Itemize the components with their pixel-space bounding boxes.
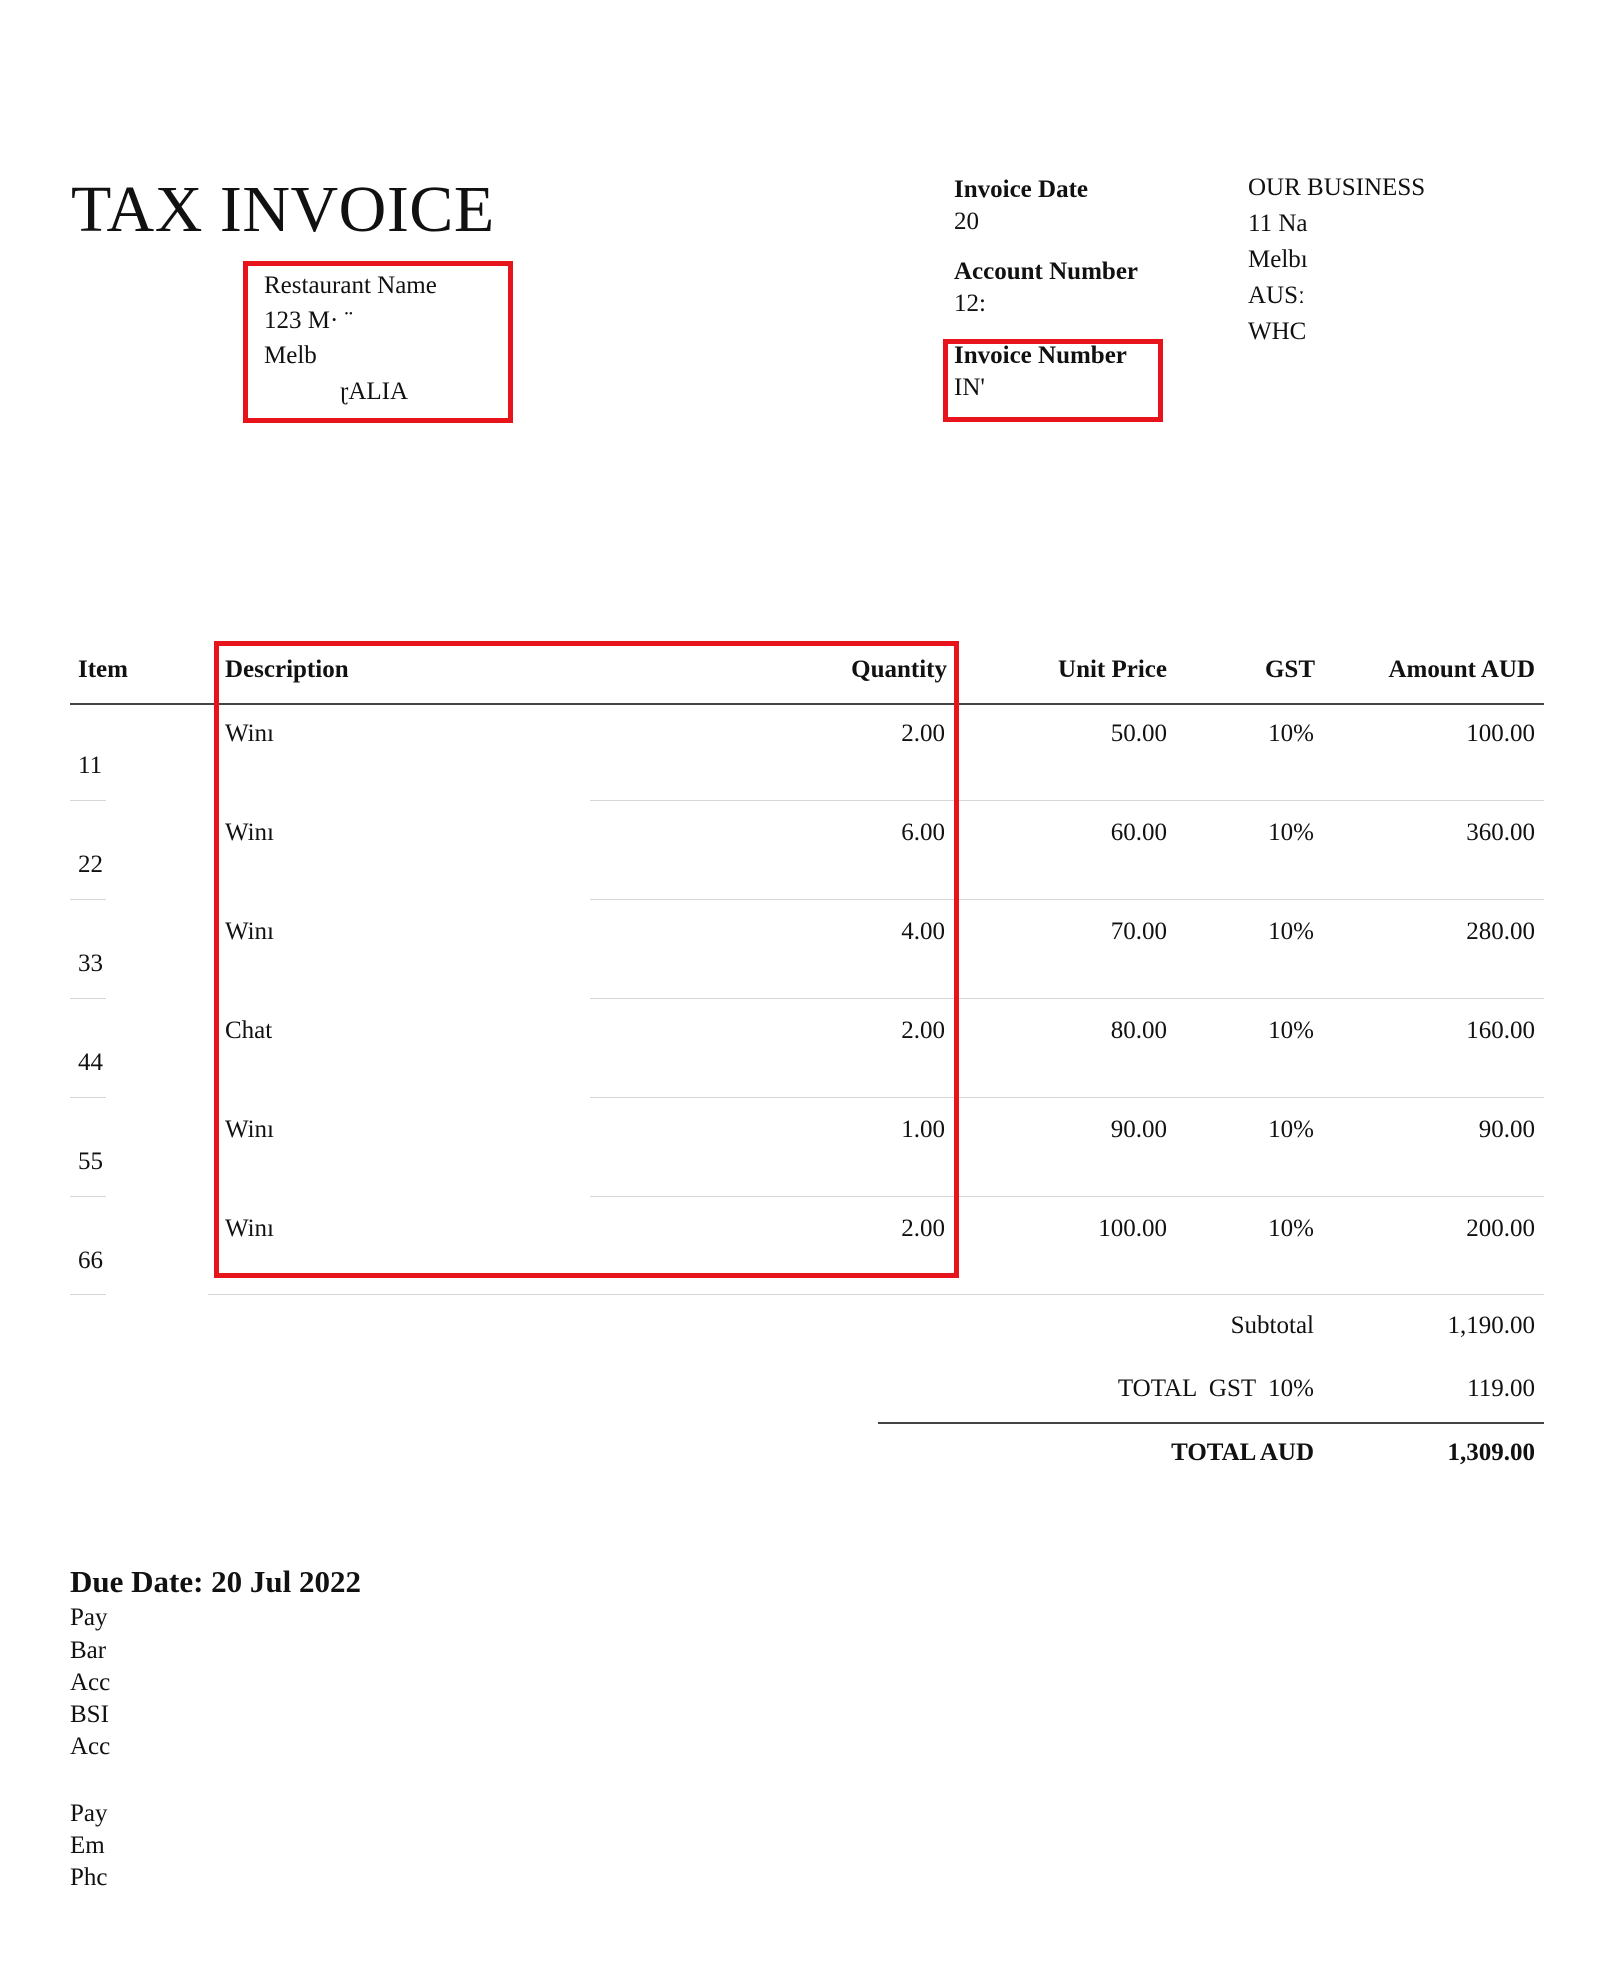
- row-separator-item-col: [70, 1196, 106, 1197]
- row-5-amount: 90.00: [1478, 1116, 1535, 1143]
- business-city: Melbı: [1248, 246, 1308, 273]
- row-1-gst: 10%: [1268, 720, 1314, 747]
- row-6-quantity: 2.00: [901, 1215, 945, 1242]
- payment-line-2: Bar: [70, 1637, 107, 1664]
- row-2-amount: 360.00: [1466, 819, 1535, 846]
- subtotal-value: 1,190.00: [1447, 1312, 1535, 1339]
- row-2-unit-price: 60.00: [1110, 819, 1167, 846]
- row-5-gst: 10%: [1268, 1116, 1314, 1143]
- bill-to-street: 123 M· ¨: [264, 307, 353, 334]
- business-name: OUR BUSINESS: [1248, 174, 1426, 201]
- payment-line-3: Acc: [70, 1669, 111, 1696]
- totals-divider: [878, 1422, 1544, 1424]
- invoice-number-label: Invoice Number: [954, 342, 1127, 369]
- invoice-title: TAX INVOICE: [71, 173, 495, 246]
- row-separator-item-col: [70, 899, 106, 900]
- invoice-number-value: IN': [954, 374, 985, 401]
- payment-line-6: Pay: [70, 1800, 108, 1827]
- row-2-gst: 10%: [1268, 819, 1314, 846]
- due-date: Due Date: 20 Jul 2022: [70, 1564, 362, 1599]
- row-separator-item-col: [70, 1294, 106, 1295]
- row-4-item: 44: [78, 1049, 103, 1076]
- row-3-item: 33: [78, 950, 103, 977]
- payment-line-1: Pay: [70, 1604, 108, 1631]
- description-quantity-highlight-box: [214, 641, 959, 1278]
- row-4-description: Chat: [225, 1017, 273, 1044]
- row-3-gst: 10%: [1268, 918, 1314, 945]
- row-3-quantity: 4.00: [901, 918, 945, 945]
- row-3-amount: 280.00: [1466, 918, 1535, 945]
- column-header-description: Description: [225, 656, 349, 683]
- row-5-quantity: 1.00: [901, 1116, 945, 1143]
- row-6-description: Winı: [225, 1215, 274, 1242]
- bill-to-city: Melb: [264, 342, 317, 369]
- row-2-quantity: 6.00: [901, 819, 945, 846]
- subtotal-label: Subtotal: [1230, 1312, 1314, 1339]
- row-3-unit-price: 70.00: [1110, 918, 1167, 945]
- row-2-description: Winı: [225, 819, 274, 846]
- row-separator-item-col: [70, 800, 106, 801]
- column-header-amount: Amount AUD: [1388, 656, 1535, 683]
- row-6-amount: 200.00: [1466, 1215, 1535, 1242]
- row-5-description: Winı: [225, 1116, 274, 1143]
- row-6-unit-price: 100.00: [1098, 1215, 1167, 1242]
- row-separator: [208, 1294, 1544, 1295]
- column-header-gst: GST: [1264, 656, 1315, 683]
- row-4-gst: 10%: [1268, 1017, 1314, 1044]
- row-4-amount: 160.00: [1466, 1017, 1535, 1044]
- business-street: 11 Na: [1248, 210, 1308, 237]
- row-1-quantity: 2.00: [901, 720, 945, 747]
- payment-line-8: Phc: [70, 1864, 108, 1891]
- row-5-unit-price: 90.00: [1110, 1116, 1167, 1143]
- total-aud-value: 1,309.00: [1447, 1439, 1535, 1466]
- column-header-unit-price: Unit Price: [1058, 656, 1167, 683]
- bill-to-country: ɽALIA: [340, 378, 409, 405]
- row-1-amount: 100.00: [1466, 720, 1535, 747]
- row-4-quantity: 2.00: [901, 1017, 945, 1044]
- row-4-unit-price: 80.00: [1110, 1017, 1167, 1044]
- row-6-item: 66: [78, 1247, 103, 1274]
- row-1-item: 11: [78, 752, 103, 779]
- total-aud-label: TOTAL AUD: [1171, 1439, 1314, 1466]
- row-6-gst: 10%: [1268, 1215, 1314, 1242]
- row-1-unit-price: 50.00: [1110, 720, 1167, 747]
- payment-line-7: Em: [70, 1832, 105, 1859]
- row-separator-item-col: [70, 1097, 106, 1098]
- invoice-date-label: Invoice Date: [954, 176, 1088, 203]
- row-1-description: Winı: [225, 720, 274, 747]
- invoice-date-value: 20: [954, 208, 979, 235]
- row-3-description: Winı: [225, 918, 274, 945]
- business-abn: WHC: [1248, 318, 1307, 345]
- column-header-quantity: Quantity: [851, 656, 947, 683]
- row-5-item: 55: [78, 1148, 103, 1175]
- business-country: AUSː: [1248, 282, 1305, 309]
- total-gst-value: 119.00: [1467, 1375, 1535, 1402]
- row-2-item: 22: [78, 851, 103, 878]
- payment-line-4: BSI: [70, 1701, 109, 1728]
- account-number-label: Account Number: [954, 258, 1139, 285]
- row-separator-item-col: [70, 998, 106, 999]
- payment-line-5: Acc: [70, 1733, 111, 1760]
- bill-to-name: Restaurant Name: [264, 272, 437, 299]
- account-number-value: 12:: [954, 290, 986, 317]
- total-gst-label: TOTAL GST 10%: [1117, 1375, 1314, 1402]
- column-header-item: Item: [78, 656, 128, 683]
